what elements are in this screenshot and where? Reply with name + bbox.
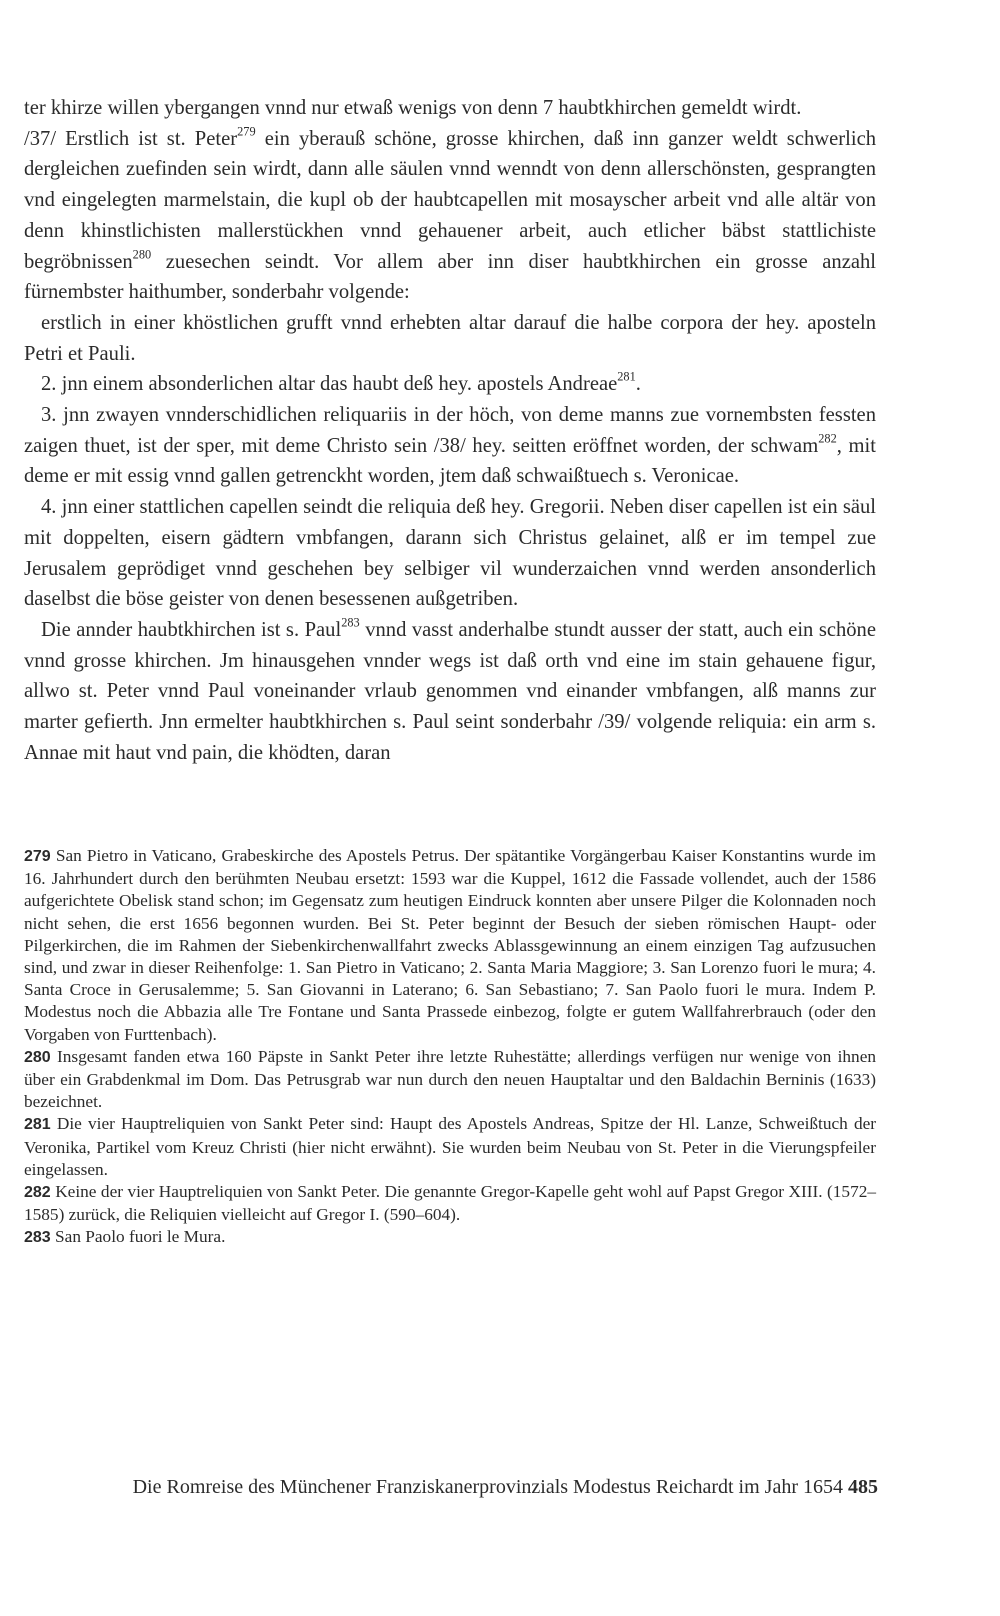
text-run: vnnd vasst anderhalbe stundt ausser der statt, auch ein schöne vnnd grosse khirchen. Jm hinausgehen vnnder wegs ist daß orth vnd eine im stain gehauene figur, allwo st. Peter vnnd Paul voneinander vrlaub genommen vnd einander vmbfangen, alß manns zur marter gefierth. Jnn ermelter haubtkhirchen s. Paul seint sonderbahr /39/ volgende reliquia: ein arm s. Annae mit haut vnd pain, die khödten, daran [24,618,876,764]
text-run: ein yberauß schöne, grosse khirchen, daß inn ganzer weldt schwerlich dergleichen zuefinden sein wirdt, dann alle säulen vnnd wenndt von denn allerschönsten, gesprangten vnd eingelegten marmelstain, die kupl ob der haubtcapellen mit mosayscher arbeit vnd alle altär von denn khinstlichisten mallerstückhen vnnd gehauener arbeit, auch etlicher bäbst stattlichiste begröbnissen [24,127,877,273]
footnote-ref-279[interactable]: 279 [237,124,256,139]
paragraph [24,124,876,308]
footnote-text: Insgesamt fanden etwa 160 Päpste in Sankt Peter ihre letzte Ruhestätte; allerdings verfügen nur wenige von ihnen über ein Grabdenkmal im Dom. Das Petrusgrab war nun durch den neuen Hauptaltar und den Baldachin Berninis (1633) bezeichnet. [24,1046,877,1112]
footnote-ref-281[interactable]: 281 [617,370,636,385]
main-text [24,93,876,768]
text-run: zuesechen seindt. Vor allem aber inn diser haubtkhirchen ein grosse anzahl fürnembster haithumber, sonderbahr volgende: [24,250,876,304]
footnote-text: Keine der vier Hauptreliquien von Sankt Peter. Die genannte Gregor-Kapelle geht wohl auf Papst Gregor XIII. (1572–1585) zurück, die Reliquien vielleicht auf Gregor I. (590–604). [24,1182,876,1225]
footnote-number: 283 [24,1229,51,1247]
text-run: /37/ Erstlich ist st. Peter [24,127,238,150]
footnote-number: 279 [24,848,51,865]
text-run: 3. jnn zwayen vnnderschidlichen reliquariis in der höch, von deme manns zue vornembsten fessten zaigen thuet, ist der sper, mit deme Christo sein /38/ hey. seitten eröffnet worden, der schwam [24,404,876,457]
footnote-283 [24,1226,876,1249]
paragraph [24,400,876,492]
footnote-279 [24,845,876,1046]
footnote-number: 281 [24,1116,51,1134]
paragraph: erstlich in einer khöstlichen grufft vnnd erhebten altar darauf die halbe corpora der hey. aposteln Petri et Pauli. [24,311,876,365]
running-title: Die Romreise des Münchener Franziskanerprovinzials Modestus Reichardt im Jahr 1654 [132,1476,843,1498]
footnote-ref-280[interactable]: 280 [132,247,152,262]
paragraph [24,615,876,769]
footnote-number: 280 [24,1048,51,1066]
paragraph: 4. jnn einer stattlichen capellen seindt die reliquia deß hey. Gregorii. Neben diser capellen ist ein säul mit doppelten, eisern gädtern vmbfangen, darann sich Christus gelainet, alß er im tempel zue Jerusalem geprödiget vnnd geschehen bey selbiger vil wunderzaichen vnnd werden ansonderlich daselbst die böse geister von denen besessenen außgetriben. [24,496,876,611]
footnotes [24,845,876,1250]
footnote-ref-283[interactable]: 283 [341,615,360,630]
running-footer [0,1475,878,1499]
text-run: Die annder haubtkhirchen ist s. Paul [41,618,342,641]
footnote-number: 282 [24,1184,51,1202]
footnote-281 [24,1113,876,1181]
paragraph [24,369,876,400]
text-run: , mit deme er mit essig vnnd gallen getrenckht worden, jtem daß schwaißtuech s. Veronicae. [24,434,876,488]
footnote-text: San Paolo fuori le Mura. [55,1227,226,1247]
text-run: . [635,373,641,396]
footnote-text: San Pietro in Vaticano, Grabeskirche des Apostels Petrus. Der spätantike Vorgängerbau Kaiser Konstantins wurde im 16. Jahrhundert durch den berühmten Neubau ersetzt: 1593 war die Kuppel, 1612 die Fassade vollendet, auch der 1586 aufgerichtete Obelisk stand schon; im Gegensatz zum heutigen Eindruck konnten aber unsere Pilger die Kolonnaden noch nicht sehen, die erst 1656 begonnen wurden. Bei St. Peter beginnt der Besuch der sieben römischen Haupt- oder Pilgerkirchen, die im Rahmen der Siebenkirchenwallfahrt zwecks Ablassgewinnung an einem einzigen Tag aufzusuchen sind, und zwar in dieser Reihenfolge: 1. San Pietro in Vaticano; 2. Santa Maria Maggiore; 3. San Lorenzo fuori le mura; 4. Santa Croce in Gerusalemme; 5. San Giovanni in Laterano; 6. San Sebastiano; 7. San Paolo fuori le mura. Indem P. Modestus noch die Abbazia alle Tre Fontane und Santa Prassede einbezog, folgte er gutem Wallfahrerbrauch (oder den Vorgaben von Furttenbach). [24,846,877,1044]
footnote-ref-282[interactable]: 282 [818,431,837,446]
footnote-280 [24,1046,876,1114]
page-number: 485 [848,1476,878,1498]
paragraph: ter khirze willen ybergangen vnnd nur etwaß wenigs von denn 7 haubtkhirchen gemeldt wirdt. [24,97,802,119]
text-run: 2. jnn einem absonderlichen altar das haubt deß hey. apostels Andreae [41,373,618,396]
footnote-282 [24,1181,876,1226]
footnote-text: Die vier Hauptreliquien von Sankt Peter sind: Haupt des Apostels Andreas, Spitze der Hl. Lanze, Schweißtuch der Veronika, Partikel vom Kreuz Christi (hier nicht erwähnt). Sie wurden beim Neubau von St. Peter in die Vierungspfeiler eingelassen. [24,1114,877,1179]
